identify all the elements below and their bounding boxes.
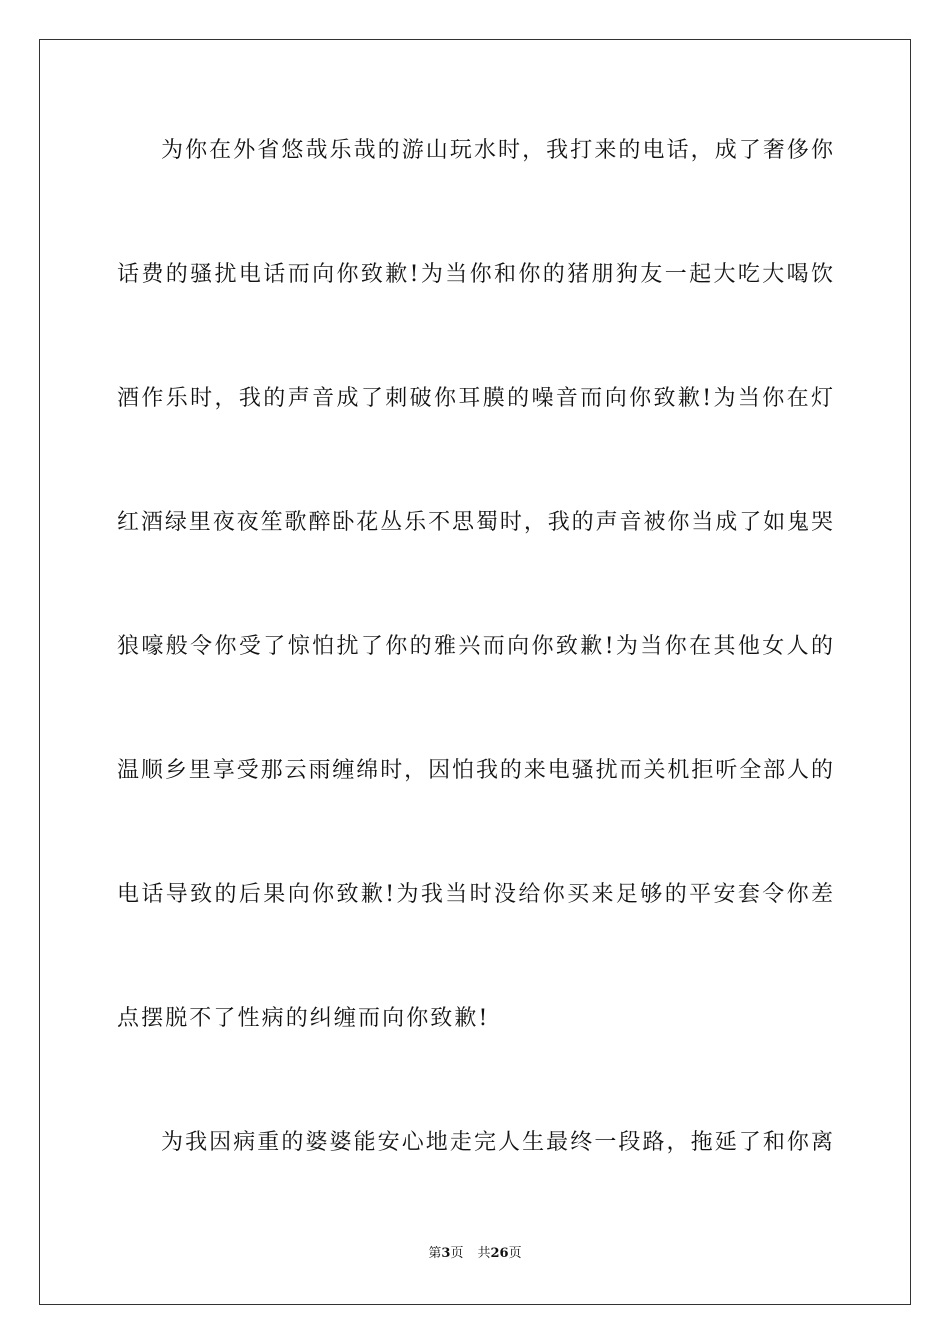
paragraph-line-9: 为我因病重的婆婆能安心地走完人生最终一段路，拖延了和你离: [161, 1130, 833, 1155]
page-prefix: 第: [428, 1246, 442, 1261]
total-pages: 26: [490, 1246, 509, 1261]
paragraph-line-5: 狼嚎般令你受了惊怕扰了你的雅兴而向你致歉!为当你在其他女人的: [117, 634, 833, 659]
paragraph-line-8: 点摆脱不了性病的纠缠而向你致歉!: [117, 1006, 490, 1031]
paragraph-line-7: 电话导致的后果向你致歉!为我当时没给你买来足够的平安套令你差: [117, 882, 833, 907]
page-border: [39, 39, 911, 1305]
page-unit: 页: [450, 1246, 464, 1261]
paragraph-line-3: 酒作乐时，我的声音成了刺破你耳膜的噪音而向你致歉!为当你在灯: [117, 386, 833, 411]
total-unit: 页: [508, 1246, 522, 1261]
total-prefix: 共: [477, 1246, 491, 1261]
page-footer: [0, 1245, 950, 1263]
page-number: 3: [441, 1246, 451, 1261]
paragraph-line-2: 话费的骚扰电话而向你致歉!为当你和你的猪朋狗友一起大吃大喝饮: [117, 262, 833, 287]
paragraph-line-1: 为你在外省悠哉乐哉的游山玩水时，我打来的电话，成了奢侈你: [161, 138, 833, 163]
paragraph-line-4: 红酒绿里夜夜笙歌醉卧花丛乐不思蜀时，我的声音被你当成了如鬼哭: [117, 510, 833, 535]
paragraph-line-6: 温顺乡里享受那云雨缠绵时，因怕我的来电骚扰而关机拒听全部人的: [117, 758, 833, 783]
